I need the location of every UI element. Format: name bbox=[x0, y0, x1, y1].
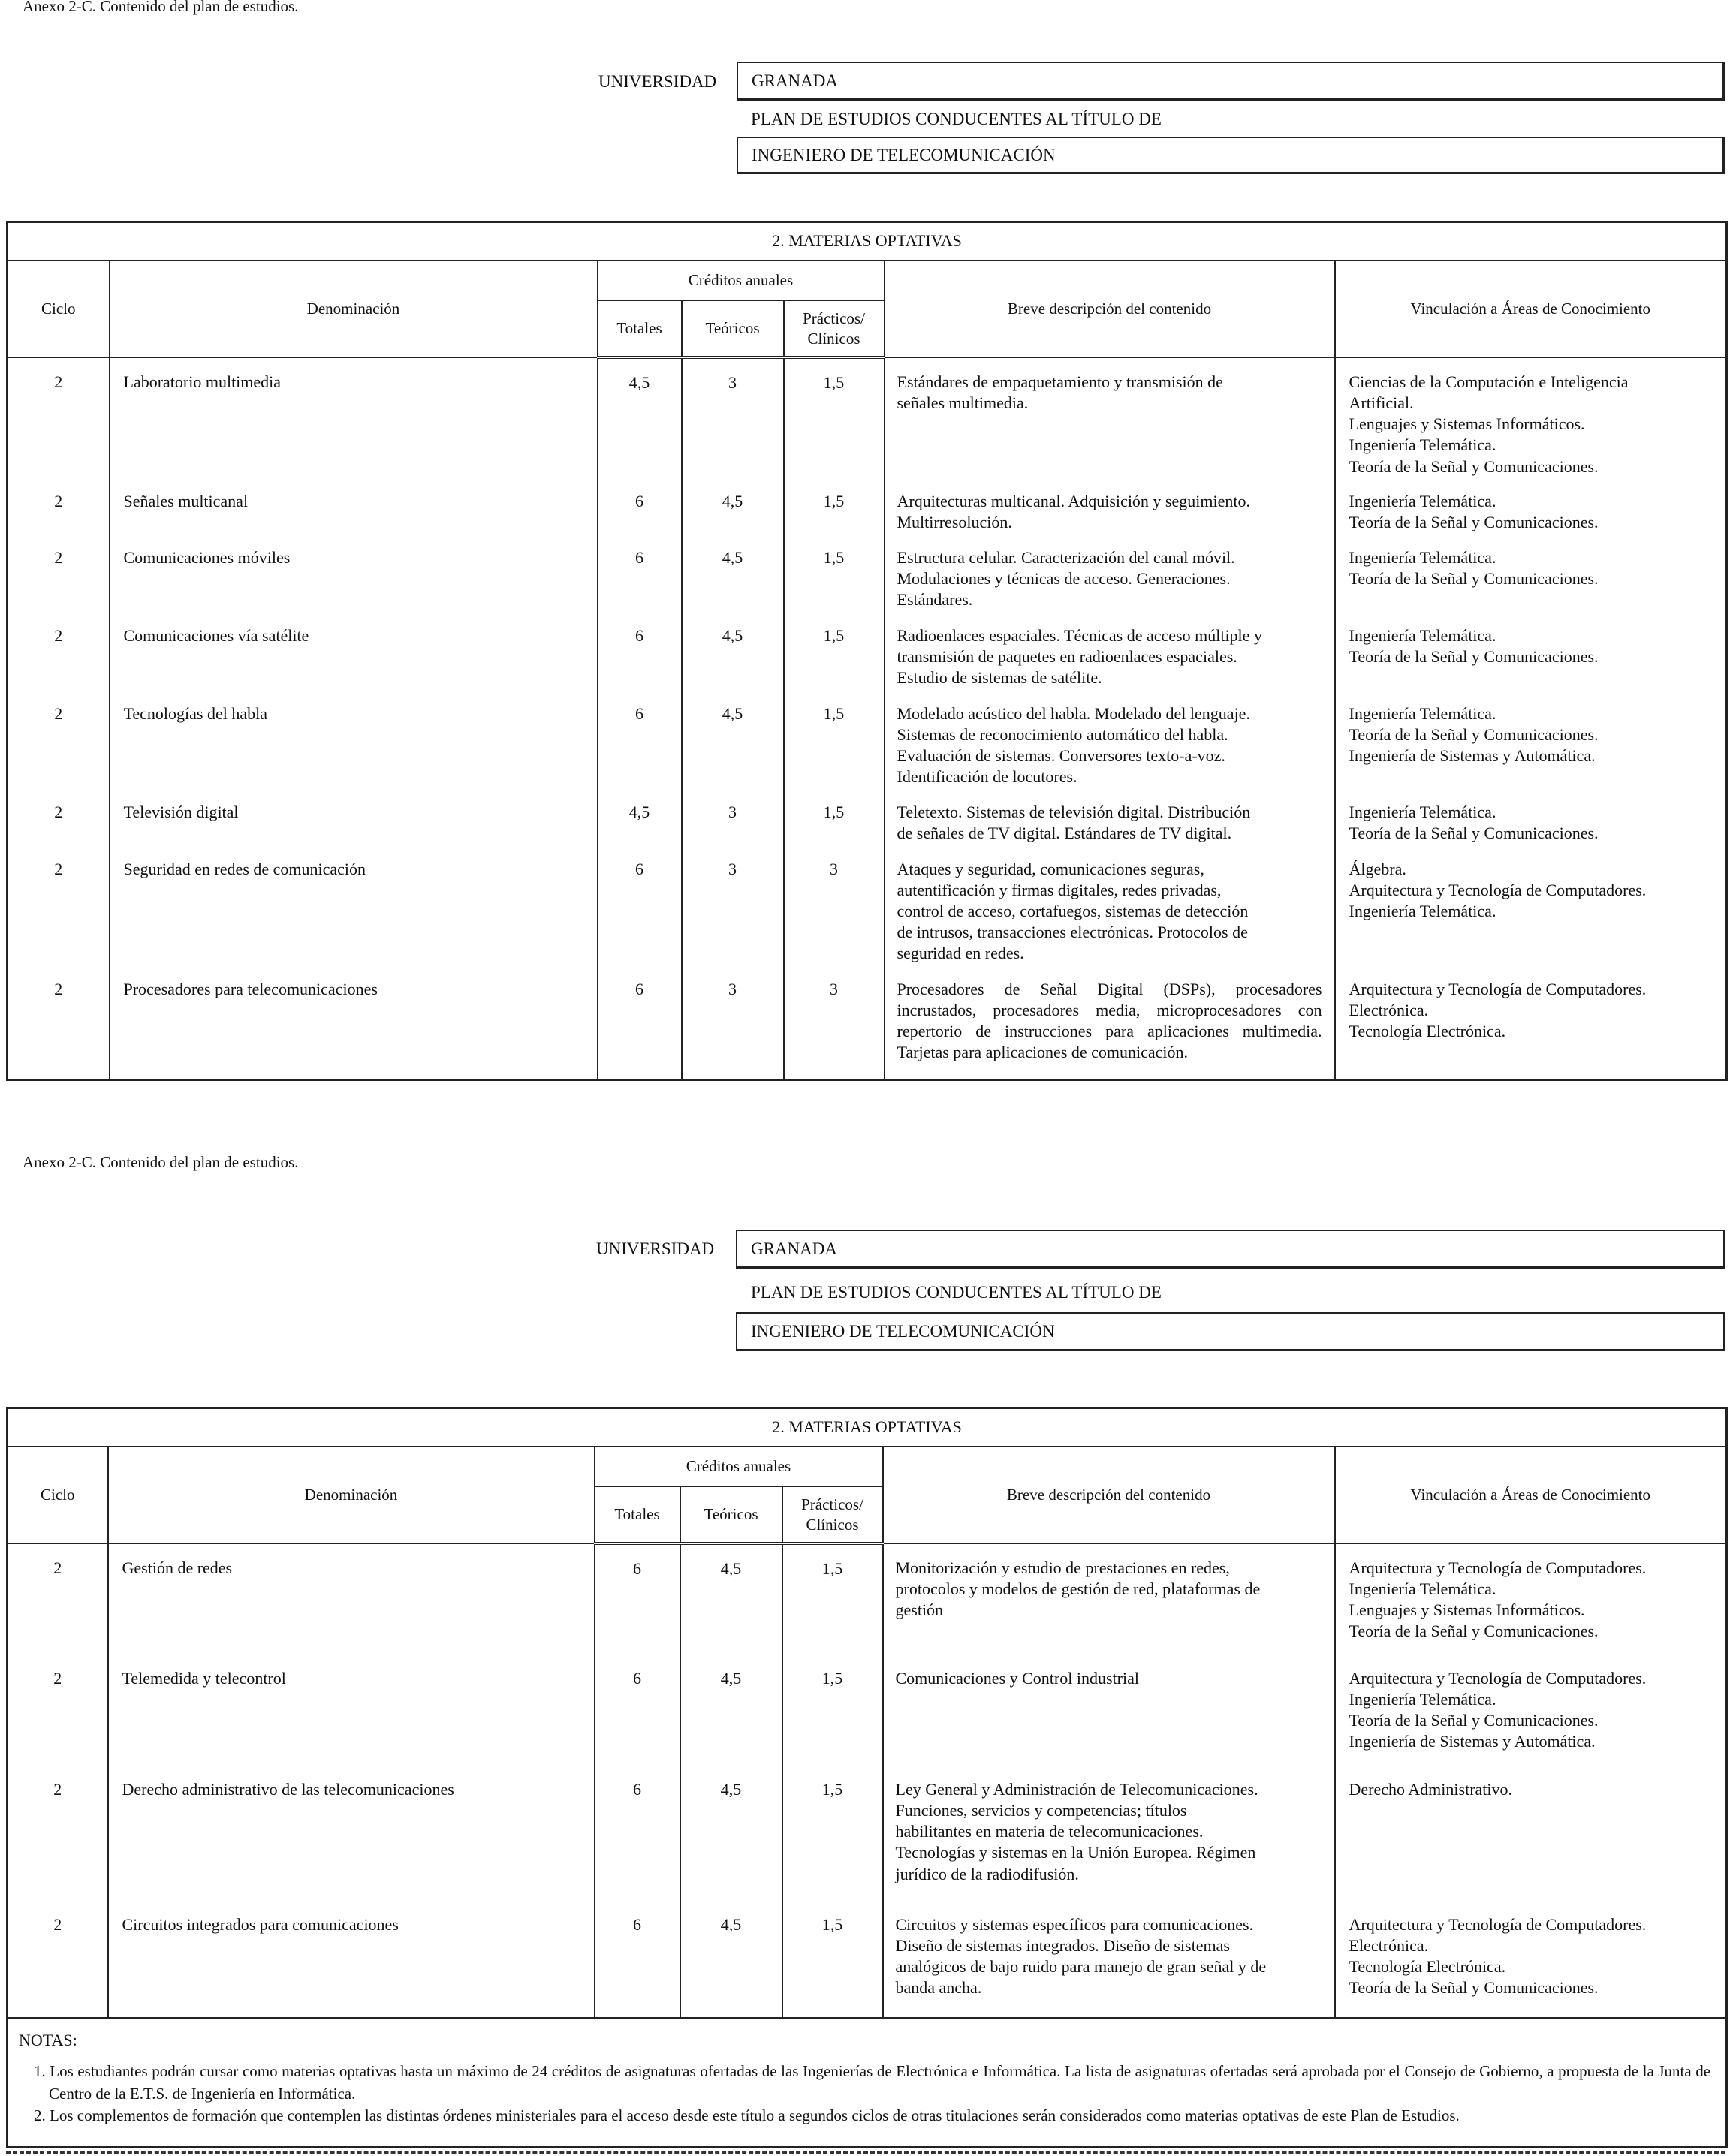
cell-desc: Estructura celular. Caracterización del canal móvil. Modulaciones y técnicas de acceso. Generaciones. Estándares. bbox=[885, 534, 1335, 612]
col-practicos: Prácticos/ Clínicos bbox=[782, 1486, 883, 1543]
cell-teoricos: 3 bbox=[682, 357, 784, 477]
table-row bbox=[8, 1901, 1727, 2018]
col-ciclo: Ciclo bbox=[8, 260, 110, 357]
notes-row bbox=[8, 2018, 1727, 2148]
titulo-box bbox=[736, 1312, 1725, 1351]
cell-totales: 6 bbox=[595, 1901, 680, 2018]
cell-teoricos: 3 bbox=[682, 845, 784, 965]
col-descripcion: Breve descripción del contenido bbox=[885, 260, 1335, 357]
cell-name: Comunicaciones vía satélite bbox=[110, 612, 598, 690]
cell-teoricos: 4,5 bbox=[680, 1901, 782, 2018]
cell-desc: Ley General y Administración de Telecomunicaciones. Funciones, servicios y competencias; títulos habilitantes en materia de telecomunicaciones. Tecnologías y sistemas en la Unión Europea. Régimen jurídico de la radiodifusión. bbox=[883, 1766, 1335, 1901]
table-row bbox=[8, 612, 1727, 690]
cell-name: Procesadores para telecomunicaciones bbox=[110, 965, 598, 1080]
cell-practicos: 1,5 bbox=[784, 788, 885, 845]
cell-practicos: 1,5 bbox=[784, 357, 885, 477]
note-item: 2. Los complementos de formación que contemplen las distintas órdenes ministeriales para el acceso desde este título a segundos ciclos de otras titulaciones serán considerados como materias optativas de este Plan de Estudios. bbox=[34, 2106, 1460, 2125]
cell-desc: Procesadores de Señal Digital (DSPs), procesadores incrustados, procesadores media, microprocesadores con repertorio de instrucciones para aplicaciones multimedia. Tarjetas para aplicaciones de comunicación. bbox=[885, 965, 1335, 1080]
cell-areas: Álgebra. Arquitectura y Tecnología de Computadores. Ingeniería Telemática. bbox=[1335, 845, 1727, 965]
cell-totales: 6 bbox=[595, 1766, 680, 1901]
table-title: 2. MATERIAS OPTATIVAS bbox=[8, 222, 1727, 261]
cell-practicos: 1,5 bbox=[784, 690, 885, 788]
cell-totales: 6 bbox=[598, 477, 682, 534]
cell-areas: Arquitectura y Tecnología de Computadores. Ingeniería Telemática. Teoría de la Señal y Comunicaciones. Ingeniería de Sistemas y Automática. bbox=[1335, 1655, 1727, 1766]
cell-areas: Derecho Administrativo. bbox=[1335, 1766, 1727, 1901]
cell-practicos: 1,5 bbox=[782, 1655, 883, 1766]
col-vinculacion: Vinculación a Áreas de Conocimiento bbox=[1335, 1447, 1727, 1543]
cell-practicos: 1,5 bbox=[784, 612, 885, 690]
cell-areas: Ingeniería Telemática. Teoría de la Señal y Comunicaciones. bbox=[1335, 788, 1727, 845]
cell-name: Seguridad en redes de comunicación bbox=[110, 845, 598, 965]
col-practicos: Prácticos/ Clínicos bbox=[784, 300, 885, 357]
cell-name: Comunicaciones móviles bbox=[110, 534, 598, 612]
cell-totales: 6 bbox=[595, 1655, 680, 1766]
col-creditos: Créditos anuales bbox=[595, 1447, 883, 1486]
cell-name: Derecho administrativo de las telecomunicaciones bbox=[108, 1766, 595, 1901]
cell-areas: Arquitectura y Tecnología de Computadores. Electrónica. Tecnología Electrónica. Teoría de la Señal y Comunicaciones. bbox=[1335, 1901, 1727, 2018]
materias-table bbox=[6, 1407, 1728, 2148]
cell-practicos: 3 bbox=[784, 845, 885, 965]
cell-totales: 6 bbox=[598, 534, 682, 612]
cell-ciclo: 2 bbox=[8, 1543, 108, 1655]
titulo-value: INGENIERO DE TELECOMUNICACIÓN bbox=[752, 145, 1056, 164]
cell-areas: Ingeniería Telemática. Teoría de la Señal y Comunicaciones. Ingeniería de Sistemas y Automática. bbox=[1335, 690, 1727, 788]
cell-teoricos: 4,5 bbox=[682, 534, 784, 612]
cell-desc: Arquitecturas multicanal. Adquisición y seguimiento. Multirresolución. bbox=[885, 477, 1335, 534]
cell-desc: Circuitos y sistemas específicos para comunicaciones. Diseño de sistemas integrados. Diseño de sistemas analógicos de bajo ruido para manejo de gran señal y de banda ancha. bbox=[883, 1901, 1335, 2018]
cell-name: Circuitos integrados para comunicaciones bbox=[108, 1901, 595, 2018]
cell-areas: Ingeniería Telemática. Teoría de la Señal y Comunicaciones. bbox=[1335, 477, 1727, 534]
col-descripcion: Breve descripción del contenido bbox=[883, 1447, 1335, 1543]
universidad-box bbox=[736, 1230, 1725, 1269]
cell-teoricos: 4,5 bbox=[682, 477, 784, 534]
notes-title: NOTAS: bbox=[19, 2030, 77, 2049]
cell-ciclo: 2 bbox=[8, 788, 110, 845]
cell-name: Televisión digital bbox=[110, 788, 598, 845]
annex-title: Anexo 2-C. Contenido del plan de estudios. bbox=[23, 1153, 299, 1171]
table-title: 2. MATERIAS OPTATIVAS bbox=[8, 1408, 1727, 1447]
col-teoricos: Teóricos bbox=[682, 300, 784, 357]
cell-totales: 6 bbox=[595, 1543, 680, 1655]
cell-teoricos: 4,5 bbox=[682, 612, 784, 690]
cell-name: Telemedida y telecontrol bbox=[108, 1655, 595, 1766]
table-row bbox=[8, 534, 1727, 612]
cell-ciclo: 2 bbox=[8, 690, 110, 788]
cell-desc: Estándares de empaquetamiento y transmisión de señales multimedia. bbox=[885, 357, 1335, 477]
cell-desc: Comunicaciones y Control industrial bbox=[883, 1655, 1335, 1766]
col-ciclo: Ciclo bbox=[8, 1447, 108, 1543]
universidad-value: GRANADA bbox=[752, 71, 838, 90]
cell-teoricos: 4,5 bbox=[680, 1655, 782, 1766]
cell-teoricos: 3 bbox=[682, 788, 784, 845]
cell-ciclo: 2 bbox=[8, 612, 110, 690]
cell-totales: 4,5 bbox=[598, 357, 682, 477]
cell-totales: 6 bbox=[598, 965, 682, 1080]
cell-desc: Radioenlaces espaciales. Técnicas de acceso múltiple y transmisión de paquetes en radioenlaces espaciales. Estudio de sistemas de satélite. bbox=[885, 612, 1335, 690]
cell-name: Gestión de redes bbox=[108, 1543, 595, 1655]
cell-areas: Arquitectura y Tecnología de Computadores. Ingeniería Telemática. Lenguajes y Sistemas Informáticos. Teoría de la Señal y Comunicaciones. bbox=[1335, 1543, 1727, 1655]
table-row bbox=[8, 1766, 1727, 1901]
cell-totales: 6 bbox=[598, 612, 682, 690]
cell-totales: 4,5 bbox=[598, 788, 682, 845]
table-row bbox=[8, 690, 1727, 788]
cell-desc: Monitorización y estudio de prestaciones en redes, protocolos y modelos de gestión de red, plataformas de gestión bbox=[883, 1543, 1335, 1655]
col-totales: Totales bbox=[595, 1486, 680, 1543]
titulo-value: INGENIERO DE TELECOMUNICACIÓN bbox=[751, 1321, 1055, 1341]
notes-cell bbox=[8, 2018, 1727, 2148]
col-denominacion: Denominación bbox=[108, 1447, 595, 1543]
cell-ciclo: 2 bbox=[8, 1655, 108, 1766]
table-row bbox=[8, 357, 1727, 477]
cell-ciclo: 2 bbox=[8, 534, 110, 612]
table-row bbox=[8, 788, 1727, 845]
cell-areas: Ingeniería Telemática. Teoría de la Señal y Comunicaciones. bbox=[1335, 534, 1727, 612]
cell-teoricos: 3 bbox=[682, 965, 784, 1080]
cell-ciclo: 2 bbox=[8, 845, 110, 965]
cell-ciclo: 2 bbox=[8, 357, 110, 477]
table-row bbox=[8, 1543, 1727, 1655]
universidad-label: UNIVERSIDAD bbox=[596, 1239, 715, 1258]
universidad-label: UNIVERSIDAD bbox=[598, 72, 717, 91]
table-row bbox=[8, 1655, 1727, 1766]
bottom-divider bbox=[6, 2151, 1725, 2154]
universidad-box bbox=[737, 62, 1725, 101]
cell-desc: Teletexto. Sistemas de televisión digital. Distribución de señales de TV digital. Estándares de TV digital. bbox=[885, 788, 1335, 845]
titulo-box bbox=[737, 137, 1725, 174]
table-row bbox=[8, 845, 1727, 965]
plan-label: PLAN DE ESTUDIOS CONDUCENTES AL TÍTULO DE bbox=[751, 1283, 1162, 1302]
cell-teoricos: 4,5 bbox=[680, 1766, 782, 1901]
col-vinculacion: Vinculación a Áreas de Conocimiento bbox=[1335, 260, 1727, 357]
universidad-value: GRANADA bbox=[751, 1239, 837, 1258]
col-denominacion: Denominación bbox=[110, 260, 598, 357]
cell-teoricos: 4,5 bbox=[680, 1543, 782, 1655]
cell-ciclo: 2 bbox=[8, 1766, 108, 1901]
cell-practicos: 1,5 bbox=[782, 1543, 883, 1655]
cell-totales: 6 bbox=[598, 690, 682, 788]
note-item: 1. Los estudiantes podrán cursar como materias optativas hasta un máximo de 24 créditos de asignaturas ofertadas de las Ingenierías de Electrónica e Informática. La lista de asignaturas ofertadas será aprobada por el Consejo de Gobierno, a propuesta de la Junta de Centro de la E.T.S. de Ingeniería en Informática. bbox=[34, 2062, 1711, 2103]
col-creditos: Créditos anuales bbox=[598, 260, 885, 300]
cell-name: Señales multicanal bbox=[110, 477, 598, 534]
table-row bbox=[8, 965, 1727, 1080]
col-totales: Totales bbox=[598, 300, 682, 357]
cell-areas: Ciencias de la Computación e Inteligencia Artificial. Lenguajes y Sistemas Informáticos. Ingeniería Telemática. Teoría de la Señal y Comunicaciones. bbox=[1335, 357, 1727, 477]
cell-name: Tecnologías del habla bbox=[110, 690, 598, 788]
cell-practicos: 1,5 bbox=[782, 1901, 883, 2018]
cell-teoricos: 4,5 bbox=[682, 690, 784, 788]
cell-areas: Arquitectura y Tecnología de Computadores. Electrónica. Tecnología Electrónica. bbox=[1335, 965, 1727, 1080]
cell-desc: Ataques y seguridad, comunicaciones seguras, autentificación y firmas digitales, redes privadas, control de acceso, cortafuegos, sistemas de detección de intrusos, transacciones electrónicas. Protocolos de seguridad en redes. bbox=[885, 845, 1335, 965]
cell-practicos: 1,5 bbox=[782, 1766, 883, 1901]
cell-desc: Modelado acústico del habla. Modelado del lenguaje. Sistemas de reconocimiento automático del habla. Evaluación de sistemas. Conversores texto-a-voz. Identificación de locutores. bbox=[885, 690, 1335, 788]
cell-name: Laboratorio multimedia bbox=[110, 357, 598, 477]
cell-ciclo: 2 bbox=[8, 965, 110, 1080]
col-teoricos: Teóricos bbox=[680, 1486, 782, 1543]
cell-totales: 6 bbox=[598, 845, 682, 965]
cell-ciclo: 2 bbox=[8, 1901, 108, 2018]
cell-areas: Ingeniería Telemática. Teoría de la Señal y Comunicaciones. bbox=[1335, 612, 1727, 690]
cell-practicos: 1,5 bbox=[784, 477, 885, 534]
table-row bbox=[8, 477, 1727, 534]
cell-practicos: 1,5 bbox=[784, 534, 885, 612]
cell-practicos: 3 bbox=[784, 965, 885, 1080]
materias-table bbox=[6, 221, 1728, 1081]
annex-title: Anexo 2-C. Contenido del plan de estudios. bbox=[23, 0, 299, 15]
cell-ciclo: 2 bbox=[8, 477, 110, 534]
plan-label: PLAN DE ESTUDIOS CONDUCENTES AL TÍTULO DE bbox=[751, 110, 1162, 128]
